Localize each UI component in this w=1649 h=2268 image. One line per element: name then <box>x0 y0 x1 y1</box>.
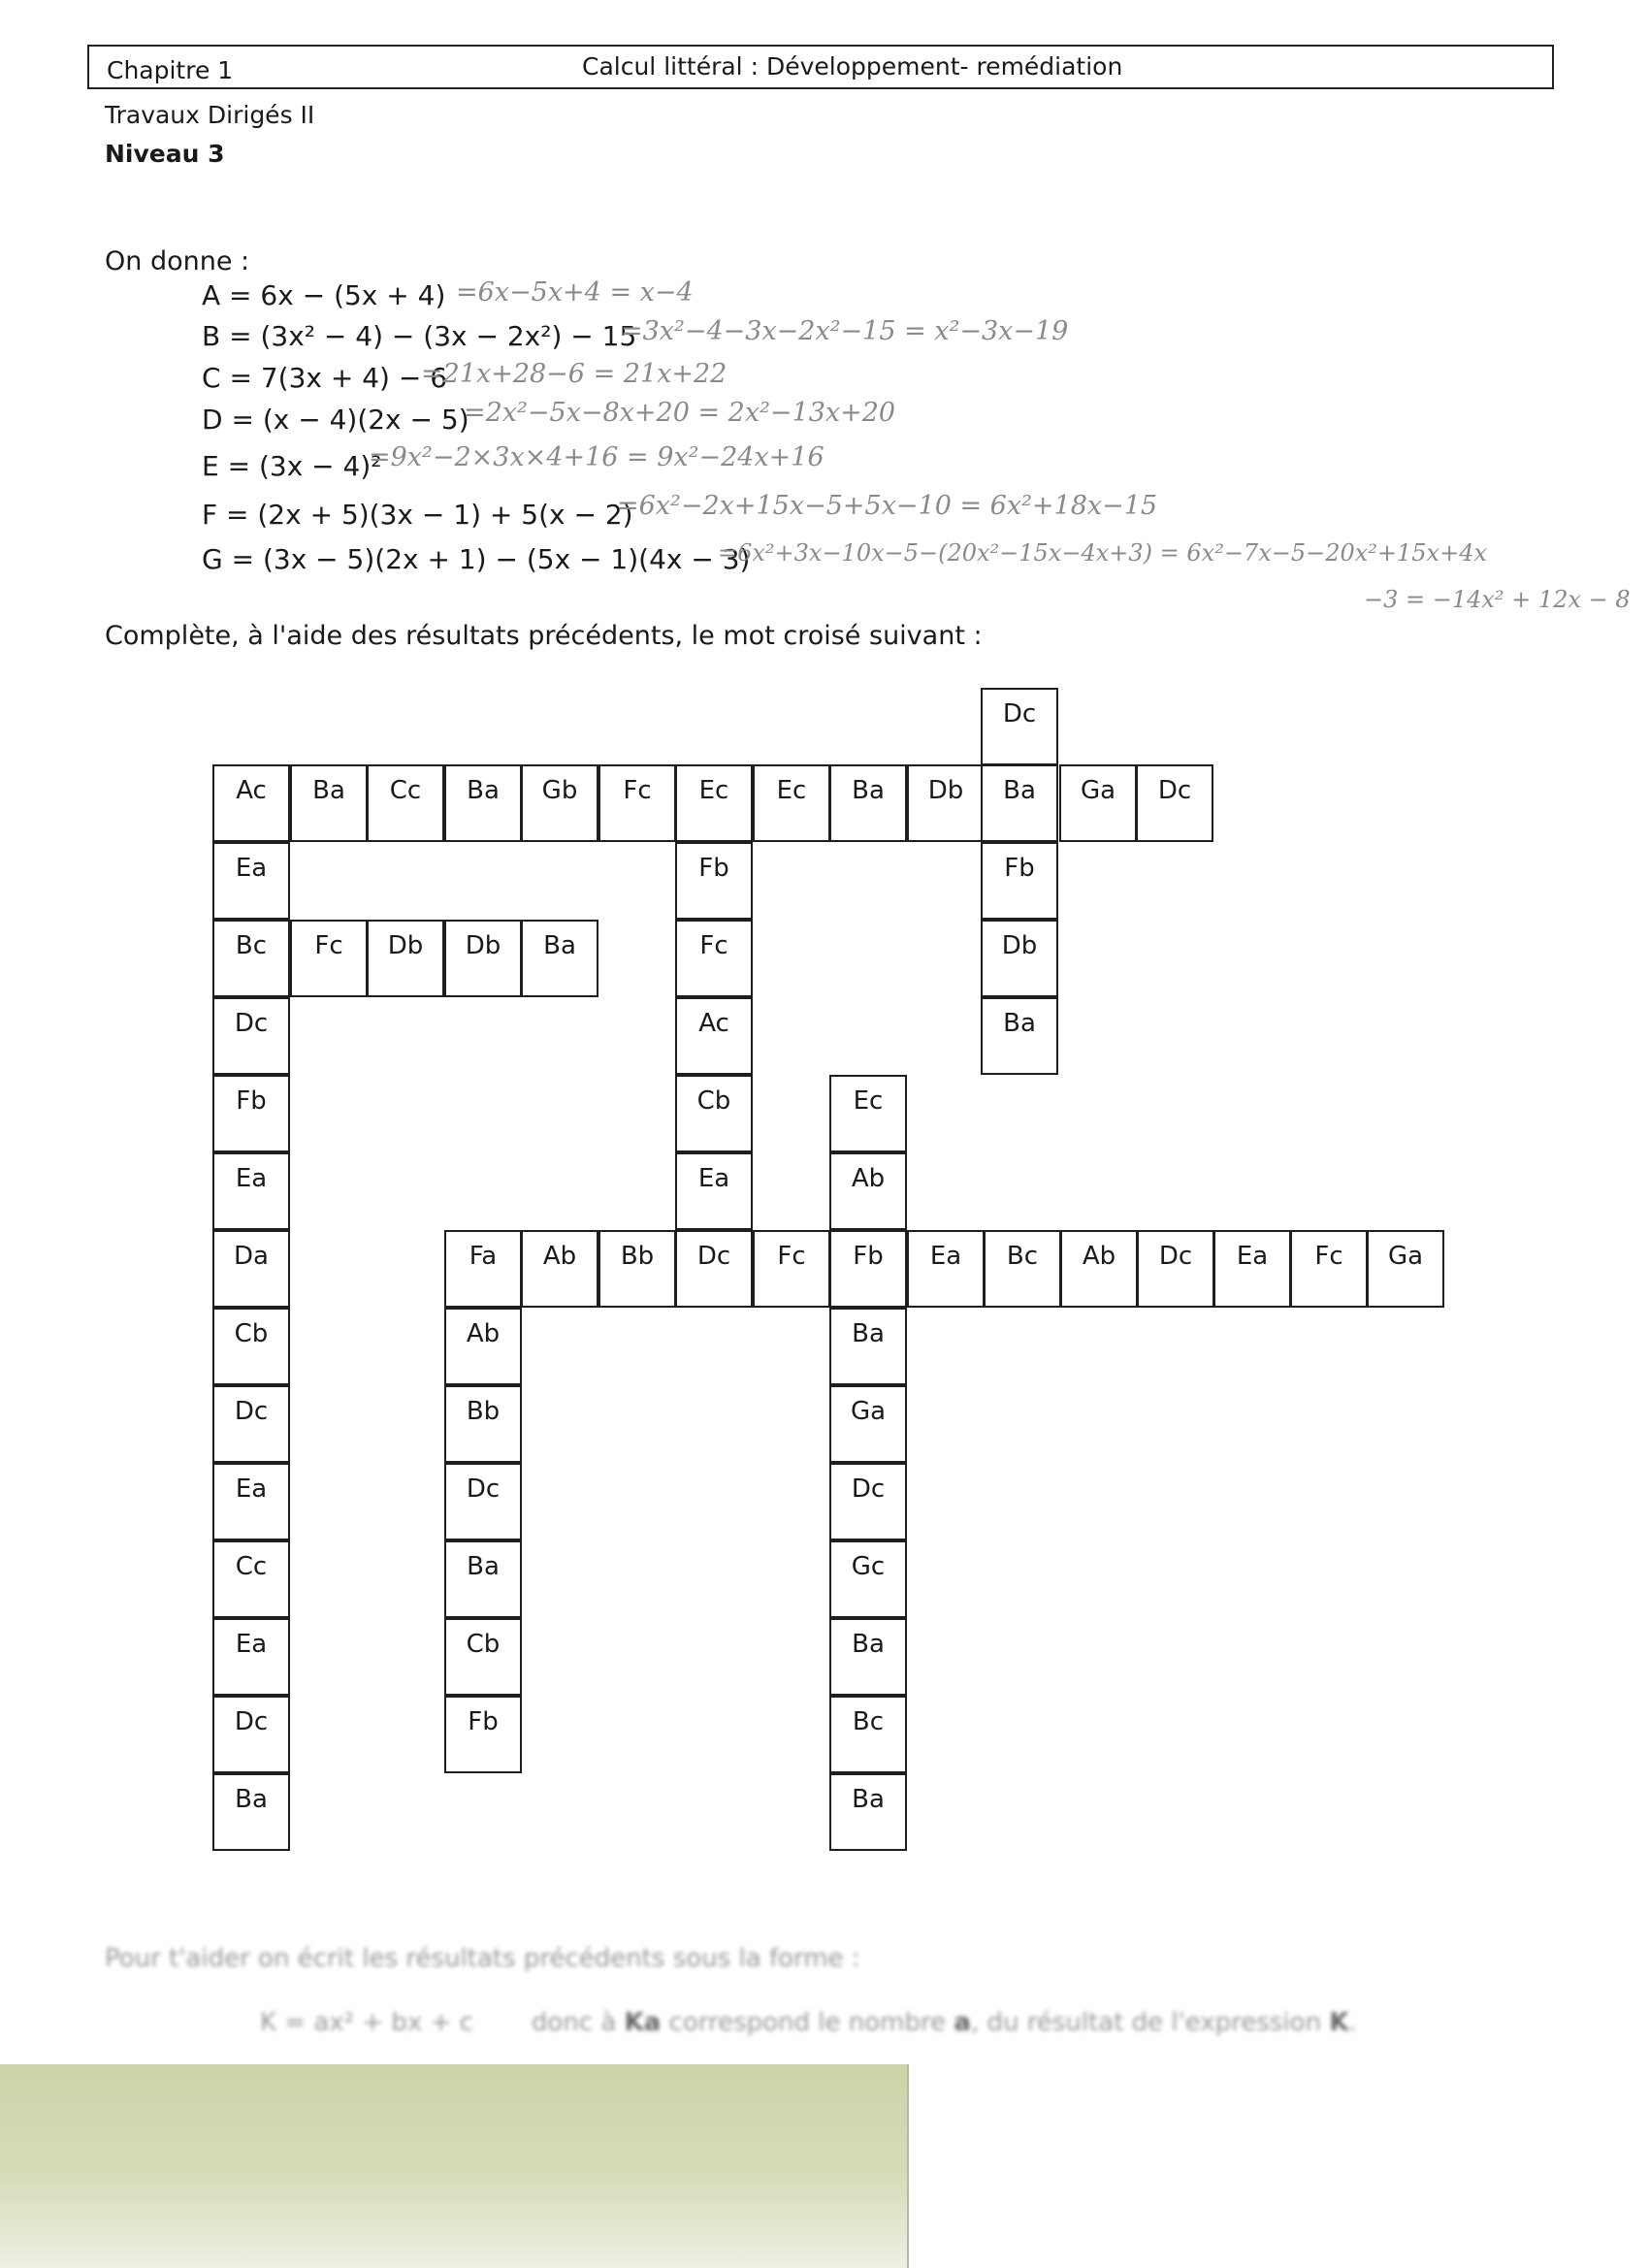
handwritten-answer-c: =21x+28−6 = 21x+22 <box>421 359 728 389</box>
crossword-cell: Ga <box>1367 1230 1444 1308</box>
crossword-cell: Db <box>907 764 985 842</box>
crossword-cell: Dc <box>675 1230 753 1308</box>
intro-text: On donne : <box>105 246 250 276</box>
crossword-cell: Bc <box>212 920 290 997</box>
instruction-text: Complète, à l'aide des résultats précédents, le mot croisé suivant : <box>105 621 983 651</box>
chapter-label: Chapitre 1 <box>107 56 234 84</box>
crossword-cell: Ac <box>675 997 753 1075</box>
formula-bold-term: K <box>1329 2008 1349 2037</box>
expression-text: (3x − 4)² <box>258 450 382 482</box>
formula-bold-term: a <box>954 2008 971 2037</box>
formula-text: . <box>1348 2008 1357 2037</box>
crossword-cell: Dc <box>212 1385 290 1463</box>
expression-text: 6x − (5x + 4) <box>260 279 446 311</box>
hint-text: Pour t'aider on écrit les résultats précédents sous la forme : <box>105 1944 860 1973</box>
crossword-cell: Da <box>212 1230 290 1308</box>
crossword-cell: Ab <box>521 1230 598 1308</box>
crossword-cell: Fb <box>829 1230 907 1308</box>
crossword-cell: Dc <box>444 1463 522 1540</box>
expression-b <box>202 320 636 352</box>
crossword-cell: Ba <box>829 764 907 842</box>
crossword-cell: Fb <box>981 842 1058 920</box>
handwritten-answer-d: =2x²−5x−8x+20 = 2x²−13x+20 <box>464 398 896 428</box>
crossword-cell: Ba <box>444 1540 522 1618</box>
crossword-cell: Cb <box>675 1075 753 1152</box>
crossword-cell: Ea <box>1213 1230 1291 1308</box>
crossword-cell: Ea <box>212 1463 290 1540</box>
expression-text: (3x − 5)(2x + 1) − (5x − 1)(4x − 3) <box>262 543 751 575</box>
crossword-cell: Cb <box>444 1618 522 1696</box>
crossword-cell: Bb <box>598 1230 676 1308</box>
handwritten-answer-e: =9x²−2×3x×4+16 = 9x²−24x+16 <box>369 442 824 472</box>
crossword-cell: Db <box>981 920 1058 997</box>
formula-text: donc à <box>531 2008 617 2037</box>
crossword-cell: Bc <box>829 1696 907 1773</box>
expression-label: G = <box>202 543 255 575</box>
crossword-cell: Gc <box>829 1540 907 1618</box>
crossword-cell: Ba <box>981 764 1058 842</box>
crossword-cell: Fb <box>212 1075 290 1152</box>
crossword-cell: Fc <box>753 1230 830 1308</box>
crossword-cell: Dc <box>1136 764 1213 842</box>
crossword-cell: Cb <box>212 1308 290 1385</box>
crossword-cell: Ab <box>444 1308 522 1385</box>
crossword-cell: Ab <box>1060 1230 1138 1308</box>
expression-d <box>202 404 469 436</box>
crossword-cell: Ea <box>907 1230 985 1308</box>
crossword-cell: Fc <box>1290 1230 1368 1308</box>
crossword-cell: Fc <box>675 920 753 997</box>
crossword-cell: Fb <box>675 842 753 920</box>
crossword-cell: Ba <box>829 1308 907 1385</box>
expression-label: E = <box>202 450 251 482</box>
crossword-cell: Gb <box>521 764 598 842</box>
crossword-cell: Dc <box>981 688 1058 765</box>
crossword-cell: Ga <box>829 1385 907 1463</box>
expression-label: F = <box>202 499 249 531</box>
crossword-cell: Dc <box>829 1463 907 1540</box>
crossword-cell: Db <box>444 920 522 997</box>
expression-a <box>202 279 445 311</box>
expression-label: A = <box>202 279 252 311</box>
crossword-cell: Ba <box>981 997 1058 1075</box>
crossword-cell: Ec <box>829 1075 907 1152</box>
expression-label: B = <box>202 320 252 352</box>
handwritten-answer-b: =3x²−4−3x−2x²−15 = x²−3x−19 <box>621 316 1069 346</box>
crossword-cell: Ec <box>675 764 753 842</box>
crossword-cell: Db <box>367 920 444 997</box>
level-label: Niveau 3 <box>105 140 225 168</box>
expression-text: (3x² − 4) − (3x − 2x²) − 15 <box>260 320 637 352</box>
crossword-cell: Ba <box>829 1618 907 1696</box>
green-paper-strip <box>0 2064 909 2268</box>
handwritten-answer-g-continued: −3 = −14x² + 12x − 8 <box>1364 586 1631 613</box>
handwritten-answer-f: =6x²−2x+15x−5+5x−10 = 6x²+18x−15 <box>617 491 1158 521</box>
crossword-cell: Dc <box>212 1696 290 1773</box>
crossword-cell: Fc <box>598 764 676 842</box>
crossword-cell: Ea <box>212 1618 290 1696</box>
formula-text: correspond le nombre <box>668 2008 947 2037</box>
document-title: Calcul littéral : Développement- remédiation <box>582 52 1123 81</box>
crossword-cell: Ba <box>212 1773 290 1851</box>
crossword-cell: Bc <box>984 1230 1061 1308</box>
expression-text: (x − 4)(2x − 5) <box>262 404 469 436</box>
crossword-cell: Fb <box>444 1696 522 1773</box>
expression-text: (2x + 5)(3x − 1) + 5(x − 2) <box>257 499 633 531</box>
expression-e <box>202 450 382 482</box>
expression-text: 7(3x + 4) − 6 <box>260 362 448 394</box>
formula-line <box>260 2008 1357 2037</box>
crossword-cell: Cc <box>212 1540 290 1618</box>
expression-c <box>202 362 447 394</box>
crossword-cell: Cc <box>367 764 444 842</box>
crossword-cell: Ba <box>829 1773 907 1851</box>
formula: K = ax² + bx + c <box>260 2008 473 2037</box>
worksheet-name: Travaux Dirigés II <box>105 101 315 129</box>
crossword-cell: Fc <box>290 920 368 997</box>
handwritten-answer-a: =6x−5x+4 = x−4 <box>456 277 694 308</box>
formula-bold-term: Ka <box>624 2008 662 2037</box>
crossword-cell: Ec <box>753 764 830 842</box>
formula-text: , du résultat de l'expression <box>970 2008 1322 2037</box>
expression-f <box>202 499 633 531</box>
header-box <box>87 45 1554 89</box>
crossword-cell: Dc <box>212 997 290 1075</box>
expression-label: C = <box>202 362 252 394</box>
crossword-cell: Ea <box>675 1152 753 1230</box>
crossword-cell: Ba <box>521 920 598 997</box>
crossword-cell: Ba <box>290 764 368 842</box>
crossword-cell: Bb <box>444 1385 522 1463</box>
handwritten-answer-g: =6x²+3x−10x−5−(20x²−15x−4x+3) = 6x²−7x−5−20x²+15x+4x <box>718 539 1488 567</box>
expression-label: D = <box>202 404 254 436</box>
crossword-cell: Ab <box>829 1152 907 1230</box>
crossword-cell: Dc <box>1137 1230 1214 1308</box>
crossword-cell: Ba <box>444 764 522 842</box>
crossword-cell: Ga <box>1059 764 1137 842</box>
crossword-cell: Ea <box>212 842 290 920</box>
crossword-cell: Ac <box>212 764 290 842</box>
crossword-cell: Ea <box>212 1152 290 1230</box>
expression-g <box>202 543 750 575</box>
crossword-cell: Fa <box>444 1230 522 1308</box>
